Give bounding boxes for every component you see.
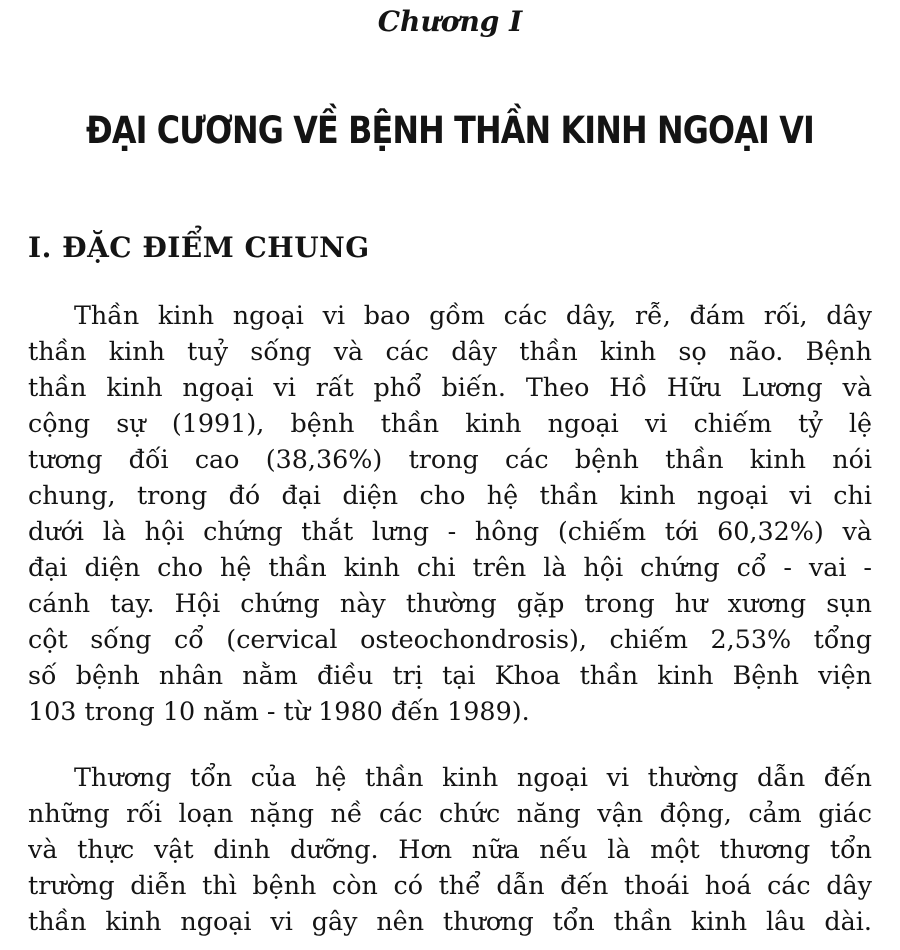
paragraph-line: cánh tay. Hội chứng này thường gặp trong hư xương sụn [28, 588, 872, 618]
section-heading: I. ĐẶC ĐIỂM CHUNG [28, 231, 370, 264]
chapter-title: ĐẠI CƯƠNG VỀ BỆNH THẦN KINH NGOẠI VI [86, 109, 814, 152]
paragraph-line: những rối loạn nặng nề các chức năng vận động, cảm giác [28, 798, 872, 828]
paragraph-line: cột sống cổ (cervical osteochondrosis), chiếm 2,53% tổng [28, 624, 872, 654]
paragraph-line: thần kinh tuỷ sống và các dây thần kinh sọ não. Bệnh [28, 336, 872, 366]
paragraph-line: và thực vật dinh dưỡng. Hơn nữa nếu là một thương tổn [28, 834, 872, 864]
paragraph-line: thần kinh ngoại vi gây nên thương tổn thần kinh lâu dài. [28, 906, 872, 936]
paragraph-line: Thần kinh ngoại vi bao gồm các dây, rễ, đám rối, dây [74, 300, 872, 330]
paragraph-2 [28, 759, 872, 939]
paragraph-line: số bệnh nhân nằm điều trị tại Khoa thần kinh Bệnh viện [28, 660, 872, 690]
paragraph-1 [28, 297, 872, 729]
chapter-label: Chương I [377, 5, 523, 38]
paragraph-line: cộng sự (1991), bệnh thần kinh ngoại vi chiếm tỷ lệ [28, 408, 872, 438]
paragraph-line: trường diễn thì bệnh còn có thể dẫn đến thoái hoá các dây [28, 870, 872, 900]
paragraph-line: chung, trong đó đại diện cho hệ thần kinh ngoại vi chi [28, 480, 872, 510]
paragraph-line: dưới là hội chứng thắt lưng - hông (chiếm tới 60,32%) và [28, 516, 872, 546]
paragraph-line: thần kinh ngoại vi rất phổ biến. Theo Hồ Hữu Lương và [28, 372, 872, 402]
paragraph-line: Thương tổn của hệ thần kinh ngoại vi thường dẫn đến [74, 762, 872, 792]
paragraph-line: 103 trong 10 năm - từ 1980 đến 1989). [28, 696, 530, 726]
paragraph-line: đại diện cho hệ thần kinh chi trên là hội chứng cổ - vai - [28, 552, 872, 582]
paragraph-line: tương đối cao (38,36%) trong các bệnh thần kinh nói [28, 444, 872, 474]
